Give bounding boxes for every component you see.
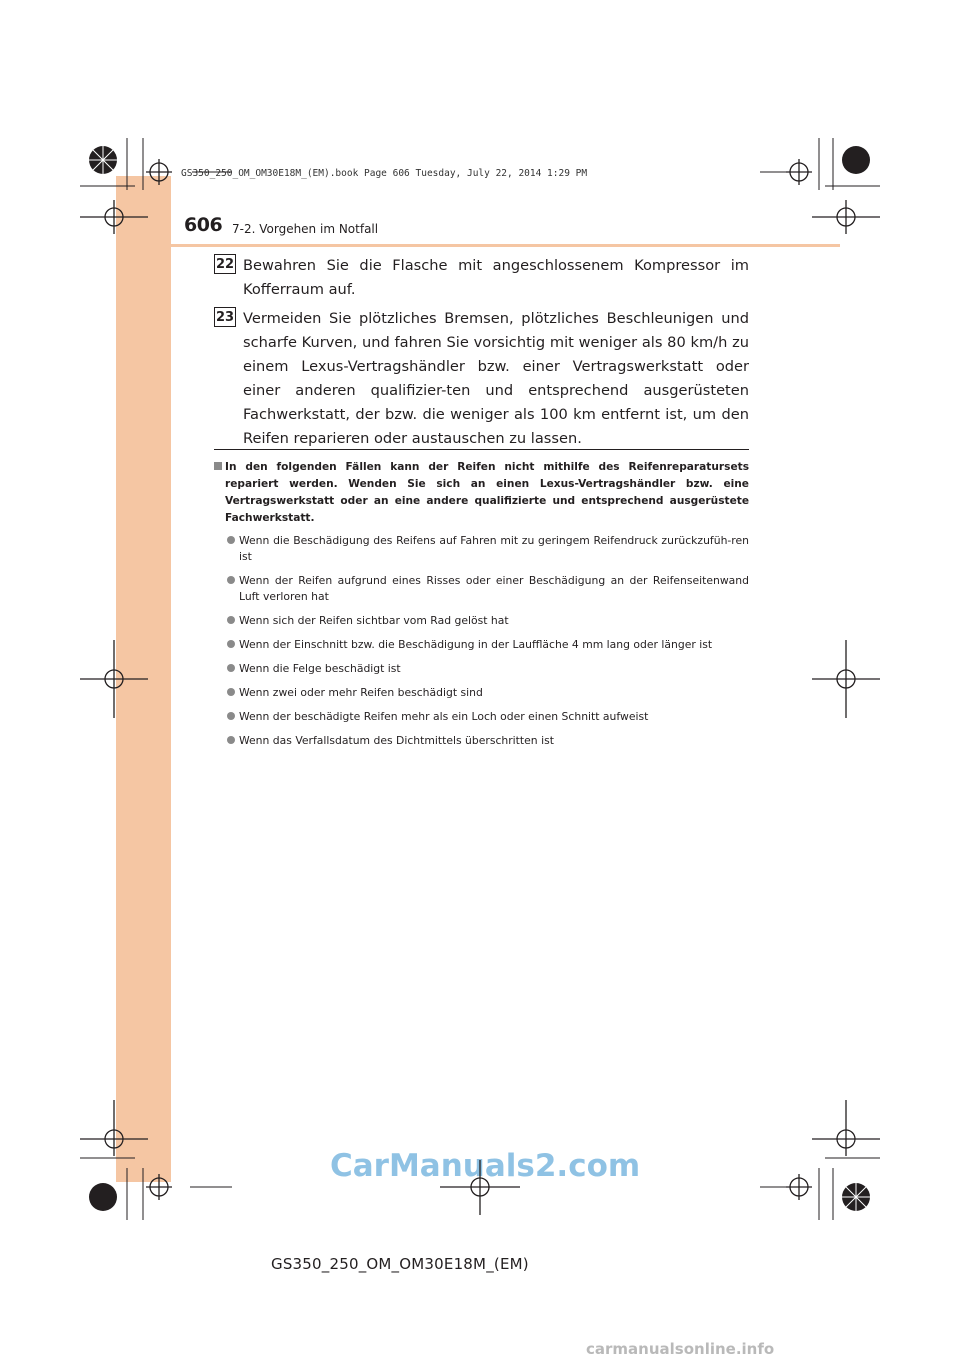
print-header: GS350_250_OM_OM30E18M_(EM).book Page 606 Tuesday, July 22, 2014 1:29 PM bbox=[181, 168, 588, 179]
section-title: 7-2. Vorgehen im Notfall bbox=[232, 222, 379, 236]
watermark-logo: CarManuals2.com bbox=[330, 1148, 641, 1184]
list-item-text: Wenn der Einschnitt bzw. die Beschädigung in der Lauffläche 4 mm lang oder länger ist bbox=[239, 638, 713, 651]
step-badge: 23 bbox=[214, 307, 236, 327]
step-badge: 22 bbox=[214, 254, 236, 274]
solid-target-icon bbox=[842, 146, 870, 174]
list-item-text: Wenn sich der Reifen sichtbar vom Rad gelöst hat bbox=[239, 614, 509, 627]
registration-target-icon bbox=[146, 1174, 172, 1200]
starburst-icon bbox=[842, 1183, 870, 1211]
list-item-text: Wenn der Reifen aufgrund eines Risses oder einer Beschädigung an der Reifenseitenwand Luft verloren hat bbox=[239, 574, 749, 603]
registration-target-icon bbox=[812, 640, 880, 718]
registration-target-icon bbox=[786, 1174, 812, 1200]
registration-target-icon bbox=[146, 159, 172, 185]
watermark-site: carmanualsonline.info bbox=[586, 1340, 775, 1358]
note-heading-text: In den folgenden Fällen kann der Reifen nicht mithilfe des Reifenreparatursets repariert werden. Wenden Sie sich an einen Lexus-Vertragshändler bzw. eine Vertragswerkstatt oder an eine andere qualifizierte und entsprechend ausgerüstete Fachwerkstatt. bbox=[225, 461, 749, 524]
solid-target-icon bbox=[89, 1183, 117, 1211]
list-item-text: Wenn die Beschädigung des Reifens auf Fahren mit zu geringem Reifendruck zurückzufüh-ren ist bbox=[239, 534, 749, 563]
registration-target-icon bbox=[812, 200, 880, 234]
list-item-text: Wenn zwei oder mehr Reifen beschädigt sind bbox=[239, 686, 483, 699]
registration-target-icon bbox=[80, 200, 148, 234]
registration-target-icon bbox=[80, 640, 148, 718]
registration-target-icon bbox=[440, 1160, 520, 1215]
footer-document-id: GS350_250_OM_OM30E18M_(EM) bbox=[271, 1255, 529, 1273]
registration-target-icon bbox=[786, 159, 812, 185]
step-text: Bewahren Sie die Flasche mit angeschlossenem Kompressor im Kofferraum auf. bbox=[243, 257, 749, 298]
step-text: Vermeiden Sie plötzliches Bremsen, plötzliches Beschleunigen und scharfe Kurven, und fahren Sie vorsichtig mit weniger als 80 km/h zu einem Lexus-Vertragshändler bzw. einer Vertragswerkstatt oder einer anderen qualifizier-ten und entsprechend ausgerüsteten Fachwerkstatt, der bzw. die weniger als 100 km entfernt ist, um den Reifen reparieren oder austauschen zu lassen. bbox=[243, 310, 749, 447]
registration-target-icon bbox=[812, 1100, 880, 1156]
list-item-text: Wenn das Verfallsdatum des Dichtmittels überschritten ist bbox=[239, 734, 554, 747]
list-item-text: Wenn die Felge beschädigt ist bbox=[239, 662, 401, 675]
list-item-text: Wenn der beschädigte Reifen mehr als ein Loch oder einen Schnitt aufweist bbox=[239, 710, 649, 723]
page-number: 606 bbox=[184, 214, 223, 236]
registration-target-icon bbox=[80, 1100, 148, 1156]
starburst-icon bbox=[89, 146, 117, 174]
